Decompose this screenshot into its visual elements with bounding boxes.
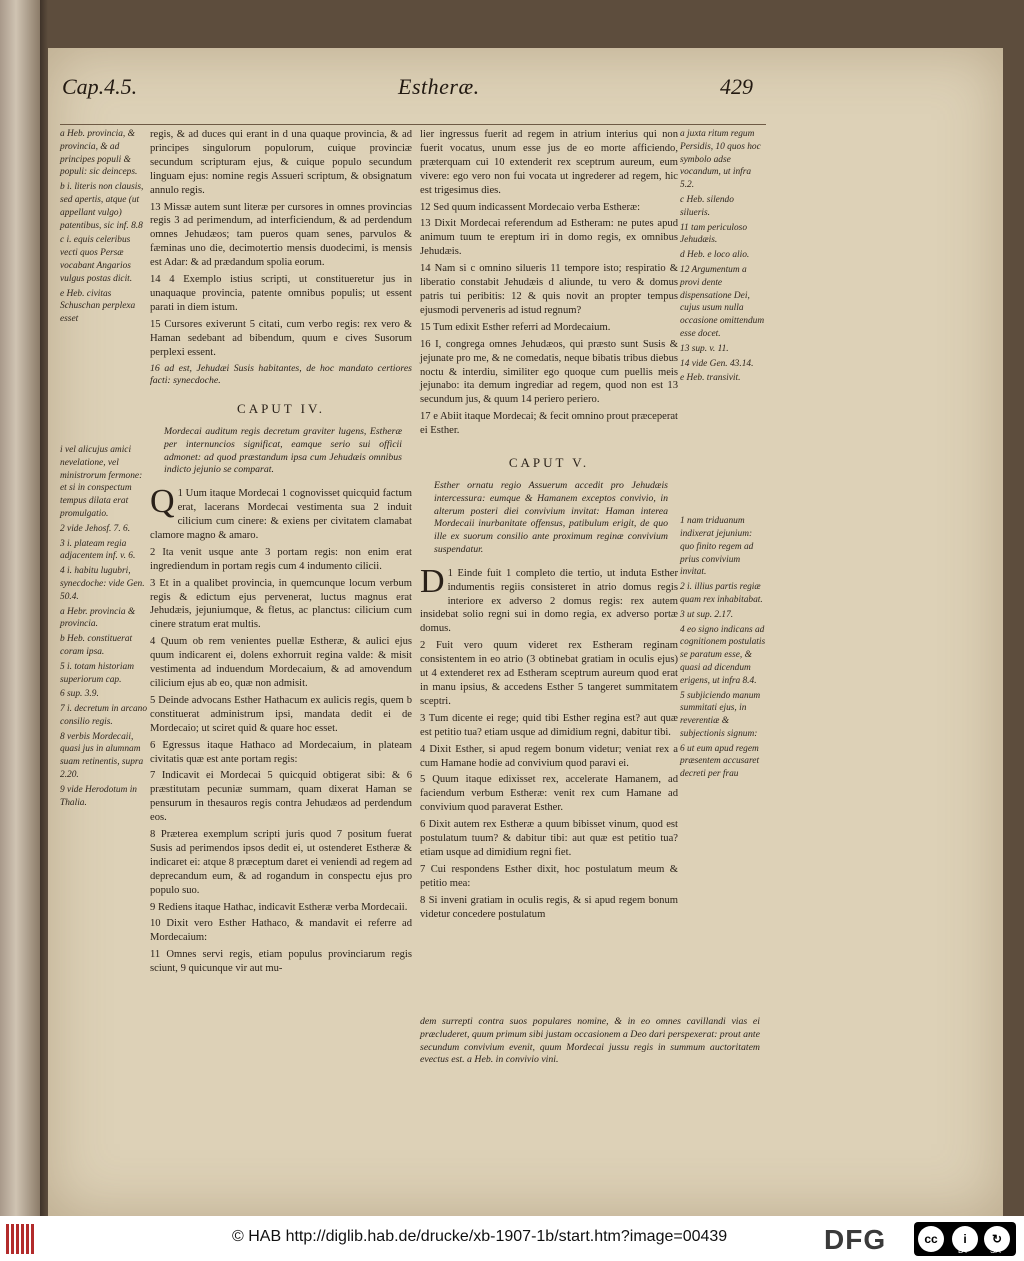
margin-note: 7 i. decretum in arcano consilio regis. [60,704,148,727]
paragraph: 15 Tum edixit Esther referri ad Mordecaium. [420,321,611,333]
by-label: BY [958,1246,969,1255]
footer-bar [0,1216,1024,1261]
margin-note: 14 vide Gen. 43.14. [680,358,754,369]
left-margin-notes [60,128,150,811]
verse: 6 Dixit autem rex Estheræ a quum bibisset vinum, quod est postulatum tuum? & dabitur tibi: aut quæ est petitio tua? etiam usque ad dimidium regni fiet. [420,819,678,858]
margin-note: a Heb. provincia, & provincia, & ad principes populi & populi: sic deinceps. [60,129,138,178]
margin-note: 2 vide Jehosf. 7. 6. [60,523,131,534]
margin-note: 1 nam triduanum indixerat jejunium: quo finito regem ad prius convivium invitat. [680,516,754,578]
margin-note: c i. equis celeribus vecti quos Persæ vocabant Angarios vulgus postas dicit. [60,235,133,284]
verse: 8 Præterea exemplum scripti juris quod 7 positum fuerat Susis ad perimendos ipsos dedit ei, ut ostenderet Estheræ & indicaret ei: atque 8 præceptum daret ei veniendi ad regem ad deprecandum eum, & ad rogandum in conspectu ejus pro populo suo. [150,829,412,896]
left-text-column [150,128,412,979]
margin-note: b i. literis non clausis, sed apertis, atque (ut appellant vulgo) patentibus, sic inf. 8.8 [60,182,144,231]
paragraph: 17 e Abiit itaque Mordecai; & fecit omnino prout præceperat ei Esther. [420,411,678,437]
paragraph: 12 Sed quum indicassent Mordecaio verba Estheræ: [420,201,641,213]
margin-note: b Heb. constituerat coram ipsa. [60,634,133,657]
margin-note: e Heb. civitas Schuschan perplexa esset [60,288,136,325]
verse: 11 Omnes servi regis, etiam populus provinciarum regis sciunt, 9 quicunque vir aut mu- [150,949,412,975]
book-edge [0,0,40,1216]
verse: 3 Tum dicente ei rege; quid tibi Esther regina est? aut quæ est petitio tua? etiam usque ad dimidium regni, dabitur tibi. [420,712,678,738]
verse: 2 Fuit vero quum videret rex Estheram reginam consistentem in eo atrio (3 obtinebat gratiam in oculis ejus) ut 4 extenderet rex ad Estheram sceptrum aureum quod erat in manu ipsius, & accedens Esther 5 tangeret summitatem sceptri. [420,640,678,707]
verse: 5 Quum itaque edixisset rex, accelerate Hamanem, ad faciendum verbum Estheræ: venit rex cum Hamane ad convivium quod paraverat Esther. [420,774,678,814]
margin-note: 9 vide Herodotum in Thalia. [60,784,137,808]
paragraph: 13 Dixit Mordecai referendum ad Estheram: ne putes apud animum tuum te ereptum iri in domo regis, ex omnibus Jehudæis. [420,218,678,258]
running-head-title: Estheræ. [398,74,480,99]
bottom-note [420,1016,760,1070]
right-text-column [420,128,678,924]
margin-note: 2 i. illius partis regiæ quam rex inhabitabat. [680,582,763,605]
verse: 3 Et in a qualibet provincia, in quemcunque locum verbum regis & edictum ejus pervenerat, luctus magnus erat Jehudæis, jejuniumque, & fletus, ac planctus: cilicium cum cinere stratum erat multis. [150,577,412,631]
margin-note: 4 eo signo indicans ad cognitionem postulatis se paratum esse, & quasi ad dicendum erigens, ut infra 8.4. [680,624,766,686]
margin-note: 5 i. totam historiam superiorum cap. [60,661,134,685]
margin-note: 3 ut sup. 2.17. [680,609,734,620]
margin-note: 6 sup. 3.9. [60,689,99,700]
running-head-chapter: Cap.4.5. [62,74,138,99]
verse: 9 Rediens itaque Hathac, indicavit Estheræ verba Mordecaii. [150,901,408,913]
verse: 4 Quum ob rem venientes puellæ Estheræ, & aulici ejus quum indicarent ei, dolens exhorruit regina valde: & misit vestimenta ad induendum Mordecaium, & ad amovendum cilicium ejus ab eo, quæ non admisit. [150,636,412,689]
dfg-logo: DFG [824,1224,887,1255]
margin-note: 11 tam periculoso Jehudæis. [680,222,748,246]
verse: 5 Deinde advocans Esther Hathacum ex aulicis regis, quem b constituerat administrum ipsi, mandata dedit ei de Mordecaio; ut sciret quid & quare hoc esset. [150,694,412,734]
verse: 10 Dixit vero Esther Hathaco, & mandavit ei referre ad Mordecaium: [150,918,412,944]
verse: 4 Dixit Esther, si apud regem bonum videtur; veniat rex a cum Hamane hodie ad convivium quod paravi ei. [420,743,678,769]
margin-note: d Heb. e loco alio. [680,250,750,261]
chapter-heading: CAPUT IV. [237,401,325,417]
margin-note: 13 sup. v. 11. [680,343,729,354]
paragraph: lier ingressus fuerit ad regem in atrium interius qui non fuerit vocatus, unum esse jus de eo morte afficiendo, præterquam cui 10 extenderit rex sceptrum aureum, eum vivere: ego vero non fui vocata ut ingrederer ad regem, hic est trigesimus dies. [420,129,678,196]
verse: 6 Egressus itaque Hathaco ad Mordecaium, in plateam civitatis quæ est ante portam regis: [150,739,412,765]
cc-icon: cc [918,1226,944,1252]
verse: 1 Einde fuit 1 completo die tertio, ut induta Esther indumentis regiis consisteret in atrio domus regis interiore ex adverso 2 domus regis: rex autem insidebat solio regni sui in domo regia, ex adverso portæ domus. [420,567,678,635]
copyright-link[interactable]: © HAB http://diglib.hab.de/drucke/xb-1907-1b/start.htm?image=00439 [232,1228,728,1245]
chapter-heading: CAPUT V. [508,455,590,471]
cc-license-badge[interactable] [914,1222,1016,1256]
paragraph: 15 Cursores exiverunt 5 citati, cum verbo regis: rex vero & Haman sedebant ad bibendum, quum e cives Susorum perplexi essent. [150,318,412,358]
margin-note: a juxta ritum regum Persidis, 10 quos hoc symbolo adse vocandum, ut infra 5.2. [680,129,761,191]
drop-cap: D [420,562,445,600]
paragraph: regis, & ad duces qui erant in d una quaque provincia, & ad principes singulorum populorum, cuique provinciæ secundum scripturam ejus, & cuique populo secundum linguam ejus: nomine regis Assueri scriptum, & obsignatum annulo regis. [150,129,412,196]
verse: 7 Cui respondens Esther dixit, hoc postulatum meum & petitio mea: [420,863,678,889]
library-logo-icon [6,1224,38,1254]
page-number: 429 [720,74,753,99]
verse: 2 Ita venit usque ante 3 portam regis: non enim erat ingrediendum in portam regis cum 4 indumento cilicii. [150,546,412,572]
chapter-summary: Esther ornatu regio Assuerum accedit pro Jehudæis intercessura: eumque & Hamanem exceptos convivio, in alterum posteri diei convivium invitat: Haman interea Mordecaii inurbanitate offensus, patibulum erigit, de quo ille ex suorum consilio ante proximum reginæ convivium suspendatur. [434,479,668,555]
verse: 1 Uum itaque Mordecai 1 cognovisset quicquid factum erat, lacerans Mordecai vestimenta sua 2 induit cilicium cum cinere: & exiens per civitatem clamabat clamore magno & amaro. [150,488,412,541]
margin-note: a Hebr. provincia & provincia. [60,606,136,630]
bottom-note-text: dem surrepti contra suos populares nomine, & in eo omnes cavillandi vias ei præcluderet, quum primum sibi justam occasionem a Deo dari perspexerat: prout ante secundum convivium evenit, quum Mordecai jussu regis in summum auctoritatem evectus est. a Heb. in convivio vini. [420,1016,760,1066]
paragraph: 14 Nam si c omnino silueris 11 tempore isto; respiratio & liberatio constabit Jehudæis d aliunde, tu vero & domus patris tui peribitis: 12 & quis novit an propter tempus ejusmodi perveneris ad istud regnum? [420,263,678,316]
paragraph: 13 Missæ autem sunt literæ per cursores in omnes provincias regis 3 ad perimendum, ad interficiendum, & ad perdendum omnes Jehudæos; tam pueros quam senes, parvulos & fæminas uno die, decimotertio mensis duodecimi, is mensis est Adar: & ad prædandum spolia eorum. [150,201,412,269]
margin-note: c Heb. silendo silueris. [680,194,734,218]
margin-note: 8 verbis Mordecaii, quasi jus in alumnam suam retinentis, supra 2.20. [60,731,144,781]
share-alike-icon: ↻ [984,1226,1010,1252]
margin-note: i vel alicujus amici nevelatione, vel ministrorum fermone: et si in conspectum tempus dilata erat promulgatio. [60,444,143,519]
margin-note: e Heb. transivit. [680,373,741,384]
sa-label: SA [990,1246,1001,1255]
drop-cap: Q [150,483,175,521]
verse: 7 Indicavit ei Mordecai 5 quicquid obtigerat sibi: & 6 præstitutam pecuniæ summam, quam dixerat Haman se pensurum in thesauros regis contra Jehudæos ad perdendum eos. [150,770,412,824]
margin-note: 6 ut eum apud regem præsentem accusaret decreti per frau [680,743,760,780]
chapter-summary: Mordecai auditum regis decretum graviter lugens, Estheræ per internuncios significat, eamque serio sui officii admonet: ad quod præstandum ipsa cum Jehudæis omnibus indicto jejunio se comparat. [164,426,402,476]
margin-note: 4 i. habitu lugubri, synecdoche: vide Gen. 50.4. [60,566,145,602]
margin-note: 5 subjiciendo manum summitati ejus, in reverentiæ & subjectionis signum: [680,690,761,739]
verse: 8 Si inveni gratiam in oculis regis, & si apud regem bonum videtur concedere postulatum [420,894,678,920]
attribution-icon: i [952,1226,978,1252]
header-rule [60,124,766,125]
paragraph: 16 I, congrega omnes Jehudæos, qui præsto sunt Susis & jejunate pro me, & ne comedatis, neque bibatis tribus diebus noctu & interdiu, similiter ego quoque cum puellis meis jejunabo: ita demum ingrediar ad regem, quod non est 13 secundum jus, & quum 14 periero periero. [420,338,678,406]
margin-note: 3 i. plateam regia adjacentem inf. v. 6. [60,538,136,562]
right-margin-notes [680,128,766,783]
paragraph: 14 4 Exemplo istius scripti, ut constitueretur jus in unaquaque provincia, patente omnibus populis; ut essent parati in diem istum. [150,274,412,313]
margin-note: 12 Argumentum a provi dente dispensatione Dei, cujus usum nulla occasione omittendum esse docet. [680,264,765,339]
column-footnote: 16 ad est, Jehudæi Susis habitantes, de hoc mandato certiores facti: synecdoche. [150,362,412,387]
